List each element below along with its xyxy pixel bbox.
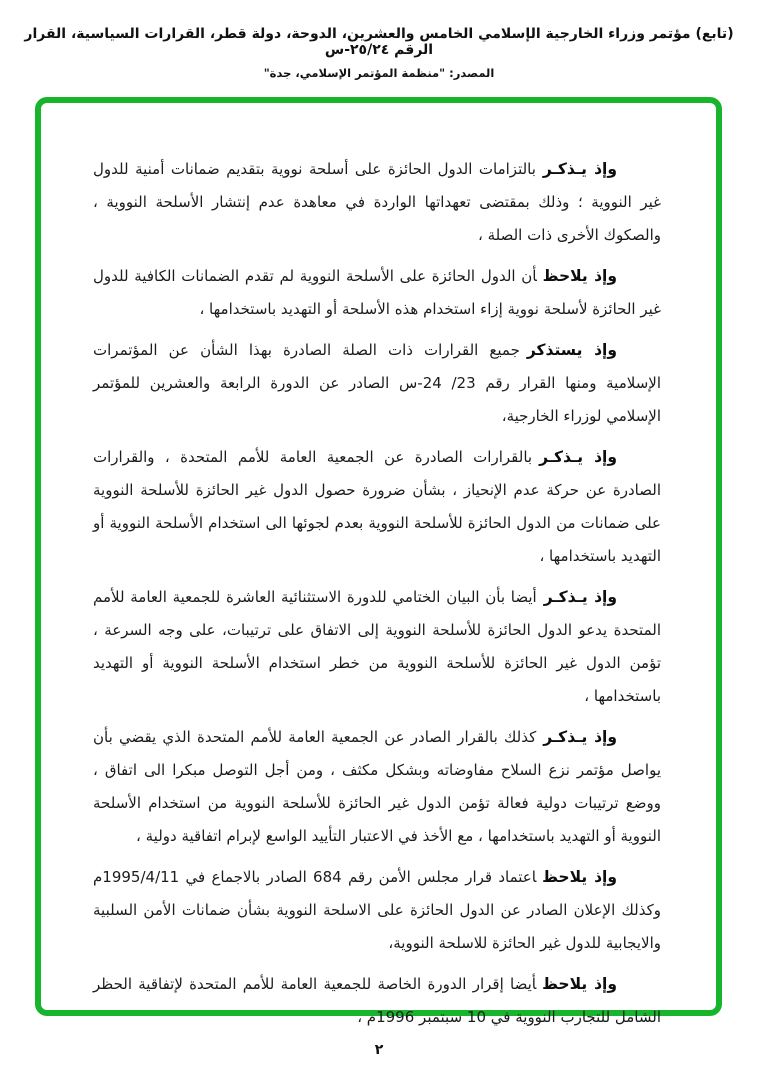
preamble-paragraph-5 — [93, 581, 661, 713]
preamble-paragraph-4 — [93, 441, 661, 573]
paragraph-lead-phrase: وإذ يـذكـر — [543, 588, 617, 606]
header-title: (تابع) مؤتمر وزراء الخارجية الإسلامي الخامس والعشرين، الدوحة، دولة قطر، القرارات السياسية، القرار الرقم ٢٥/٢٤-س — [24, 26, 734, 58]
paragraph-lead-phrase: وإذ يـذكـر — [542, 160, 617, 178]
preamble-paragraph-8 — [93, 968, 661, 1034]
paragraph-text: كذلك بالقرار الصادر عن الجمعية العامة للأمم المتحدة الذي يقضي بأن يواصل مؤتمر نزع السلاح مفاوضاته وبشكل مكثف ، ومن أجل التوصل مبكرا الى اتفاق ، ووضع ترتيبات دولية فعالة تؤمن الدول غير الحائزة للأسلحة النووية من استخدام الأسلحة النووية أو التهديد باستخدامها ، مع الأخذ في الاعتبار التأييد الواسع لإبرام اتفاقية دولية ، — [93, 728, 661, 845]
paragraph-lead-phrase: وإذ يلاحظ — [543, 868, 618, 886]
paragraph-text: أيضا إقرار الدورة الخاصة للجمعية العامة للأمم المتحدة لإتفاقية الحظر الشامل للتجارب النووية في 10 سبتمبر 1996م ، — [93, 975, 661, 1026]
paragraph-text: بالتزامات الدول الحائزة على أسلحة نووية بتقديم ضمانات أمنية للدول غير النووية ؛ وذلك بمقتضى تعهداتها الواردة في معاهدة عدم إنتشار الأسلحة النووية ، والصكوك الأخرى ذات الصلة ، — [93, 160, 661, 244]
preamble-paragraph-7 — [93, 861, 661, 960]
paragraph-lead-phrase: وإذ يـذكـر — [539, 448, 617, 466]
paragraph-text: بالقرارات الصادرة عن الجمعية العامة للأمم المتحدة ، والقرارات الصادرة عن حركة عدم الإنحياز ، بشأن ضرورة حصول الدول غير الحائزة للأسلحة النووية على ضمانات من الدول الحائزة للأسلحة النووية بعدم لجوئها الى استخدام الأسلحة النووية أو التهديد باستخدامها ، — [93, 448, 661, 565]
source-line: المصدر: "منظمة المؤتمر الإسلامي، جدة" — [263, 66, 495, 80]
page-number: ٢ — [374, 1042, 384, 1058]
paragraph-text: أن الدول الحائزة على الأسلحة النووية لم تقدم الضمانات الكافية للدول غير الحائزة لأسلحة نووية إزاء استخدام هذه الأسلحة أو التهديد باستخدامها ، — [93, 267, 661, 318]
paragraph-lead-phrase: وإذ يلاحظ — [543, 267, 617, 285]
document-body — [41, 103, 716, 1034]
paragraph-text: جميع القرارات ذات الصلة الصادرة بهذا الشأن عن المؤتمرات الإسلامية ومنها القرار رقم 23/ 24-س الصادر عن الدورة الرابعة والعشرين للمؤتمر الإسلامي لوزراء الخارجية، — [93, 341, 661, 425]
preamble-paragraph-2 — [93, 260, 661, 326]
preamble-paragraph-6 — [93, 721, 661, 853]
paragraph-lead-phrase: وإذ يـذكـر — [543, 728, 617, 746]
paragraph-text: اعتماد قرار مجلس الأمن رقم 684 الصادر بالاجماع في 1995/4/11م وكذلك الإعلان الصادر عن الدول الحائزة على الاسلحة النووية بشأن ضمانات الأمن السلبية والايجابية للدول غير الحائزة للاسلحة النووية، — [93, 868, 661, 952]
paragraph-text: أيضا بأن البيان الختامي للدورة الاستثنائية العاشرة للجمعية العامة للأمم المتحدة يدعو الدول الحائزة للأسلحة النووية إلى الاتفاق على ترتيبات، على وجه السرعة ، تؤمن الدول غير الحائزة للأسلحة النووية من خطر استخدام الأسلحة النووية أو التهديد باستخدامها ، — [93, 588, 661, 705]
paragraph-lead-phrase: وإذ يلاحظ — [543, 975, 617, 993]
preamble-paragraph-3 — [93, 334, 661, 433]
paragraph-lead-phrase: وإذ يستذكر — [526, 341, 617, 359]
document-header — [10, 26, 748, 80]
preamble-paragraph-1 — [93, 153, 661, 252]
page-frame — [35, 97, 722, 1026]
